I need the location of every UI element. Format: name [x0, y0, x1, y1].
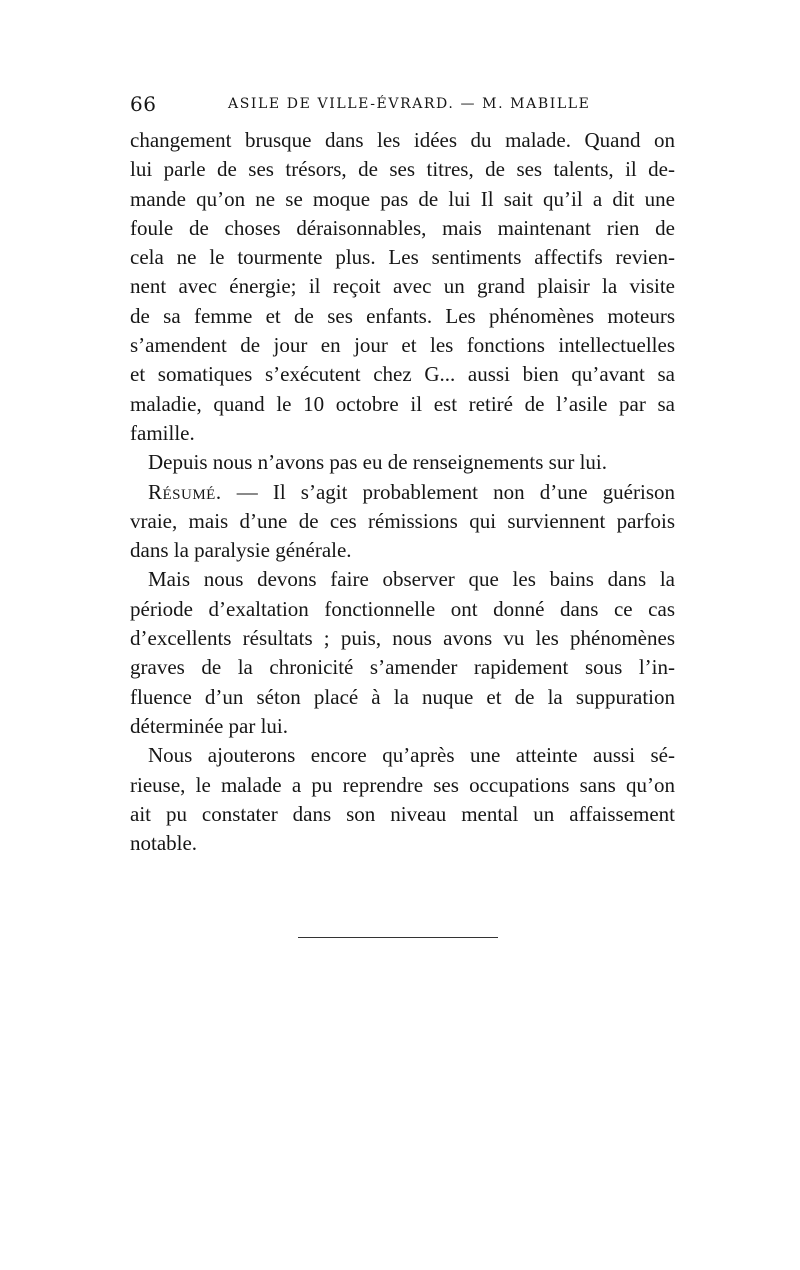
text-line: période d’exaltation fonctionnelle ont donné dans ce cas: [130, 596, 675, 621]
text-line: cela ne le tourmente plus. Les sentiments affectifs revien-: [130, 245, 675, 270]
text-line: dans la paralysie générale.: [130, 538, 352, 563]
text-line: mande qu’on ne se moque pas de lui Il sait qu’il a dit une: [130, 186, 675, 211]
text-line: fluence d’un séton placé à la nuque et de la suppuration: [130, 684, 675, 709]
text-line: vraie, mais d’une de ces rémissions qui surviennent parfois: [130, 508, 675, 533]
text-line: ait pu constater dans son niveau mental un affaissement: [130, 801, 675, 826]
text-line: foule de choses déraisonnables, mais maintenant rien de: [130, 215, 675, 240]
text-line: de sa femme et de ses enfants. Les phénomènes moteurs: [130, 303, 675, 328]
text-line: d’excellents résultats ; puis, nous avons vu les phénomènes: [130, 626, 675, 651]
paragraph: [130, 478, 675, 566]
body-text: [130, 126, 675, 858]
text-line: et somatiques s’exécutent chez G... aussi bien qu’avant sa: [130, 362, 675, 387]
text-line: déterminée par lui.: [130, 713, 289, 738]
text-line: lui parle de ses trésors, de ses titres, de ses talents, il de-: [130, 157, 675, 182]
paragraph: [130, 565, 675, 741]
text-line: famille.: [130, 420, 195, 445]
text-line: nent avec énergie; il reçoit avec un grand plaisir la visite: [130, 274, 675, 299]
text-line: graves de la chronicité s’amender rapidement sous l’in-: [130, 655, 675, 680]
paragraph: [130, 448, 675, 477]
text-line: Mais nous devons faire observer que les bains dans la: [148, 567, 675, 592]
text-line: changement brusque dans les idées du malade. Quand on: [130, 128, 675, 152]
paragraph: [130, 741, 675, 858]
text-line: maladie, quand le 10 octobre il est retiré de l’asile par sa: [130, 391, 675, 416]
text-line: s’amendent de jour en jour et les fonctions intellectuelles: [130, 333, 675, 358]
page-header: [130, 92, 675, 122]
text-fragment: — Il s’agit probablement non d’une guérison: [221, 479, 675, 504]
page-number: 66: [130, 92, 157, 116]
text-line: notable.: [130, 831, 198, 856]
resume-heading: Résumé.: [148, 479, 222, 504]
text-line: Depuis nous n’avons pas eu de renseignements sur lui.: [148, 450, 607, 475]
running-head: ASILE DE VILLE-ÉVRARD. — M. MABILLE: [228, 96, 591, 112]
paragraph: [130, 126, 675, 448]
text-line: rieuse, le malade a pu reprendre ses occupations sans qu’on: [130, 772, 675, 797]
text-line: Nous ajouterons encore qu’après une atteinte aussi sé-: [148, 743, 675, 768]
section-divider: [298, 937, 498, 938]
text-line: [130, 478, 675, 507]
